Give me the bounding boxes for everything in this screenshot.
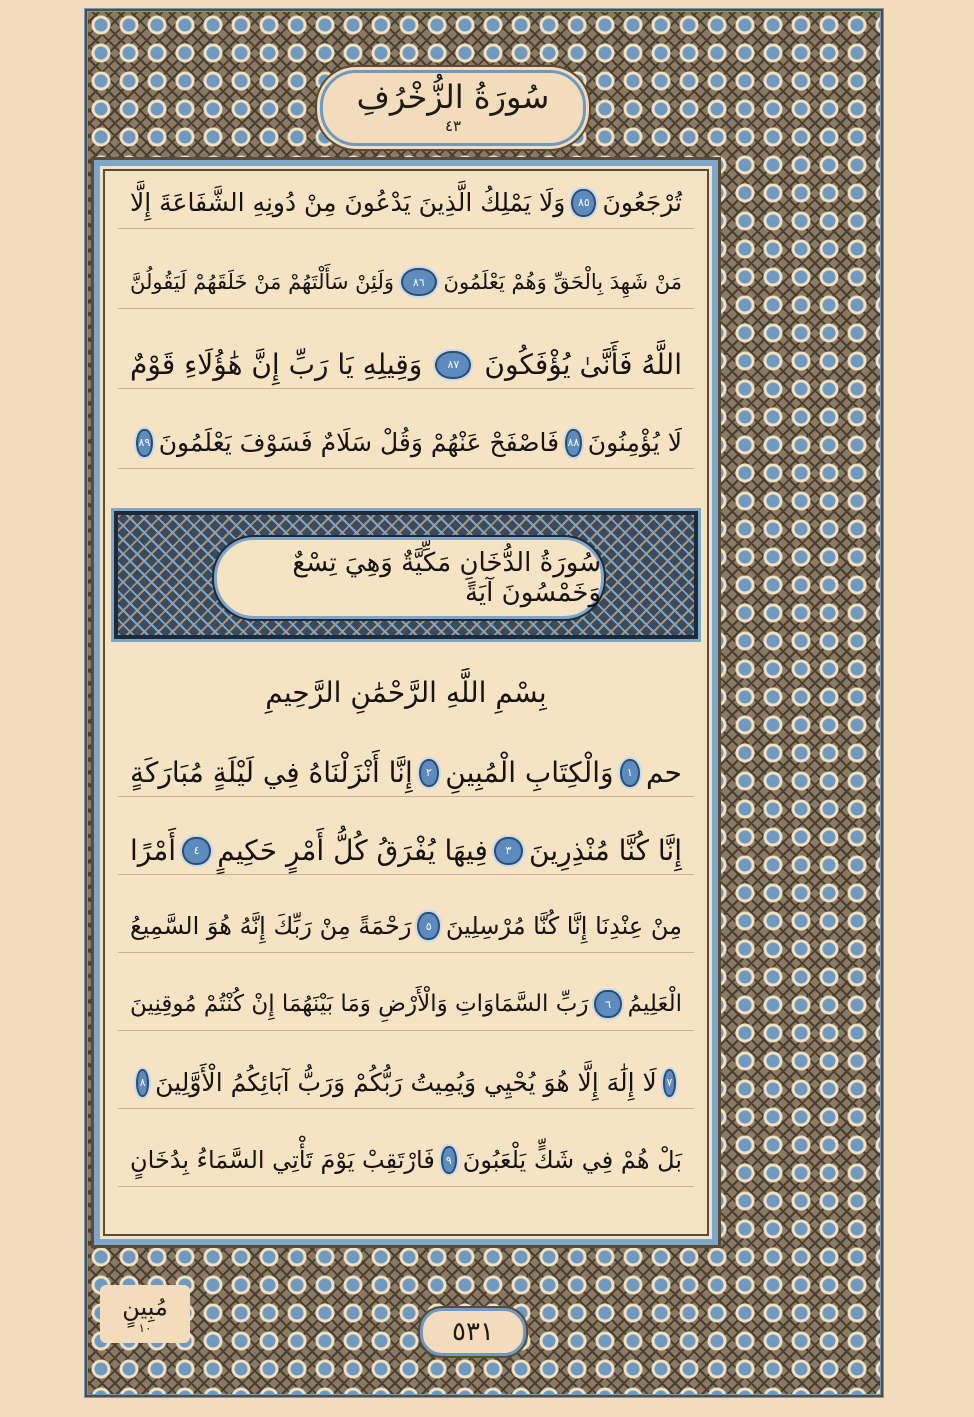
verse-text: رَبِّ السَّمَاوَاتِ وَالْأَرْضِ وَمَا بَيْنَهُمَا إِنْ كُنْتُمْ مُوقِنِينَ [130,991,589,1017]
verse-text: الْعَلِيمُ [627,991,682,1017]
ayah-marker: ٧ [663,1069,676,1097]
text-frame [94,160,718,1245]
catchword-box [100,1285,190,1343]
line-rule [118,388,694,389]
verse-text: لَا إِلَٰهَ إِلَّا هُوَ يُحْيِي وَيُمِيتُ رَبُّكُمْ وَرَبُّ آبَائِكُمُ الْأَوَّلِينَ [155,1068,657,1097]
ayah-marker: ٨٩ [136,429,153,457]
ayah-marker: ٨٥ [571,189,596,217]
ayah-marker: ٨ [136,1069,149,1097]
page-number: ٥٣١ [452,1317,494,1347]
line-rule [118,1186,694,1187]
verse-text: فَارْتَقِبْ يَوْمَ تَأْتِي السَّمَاءُ بِدُخَانٍ [130,1146,435,1174]
surah-banner [114,511,698,639]
verse-line [130,756,682,789]
line-rule [118,796,694,797]
line-rule [118,874,694,875]
verse-text: فَاصْفَحْ عَنْهُمْ وَقُلْ سَلَامٌ فَسَوْفَ يَعْلَمُونَ [158,428,560,457]
ayah-marker: ٩ [441,1146,457,1174]
line-rule [118,1030,694,1031]
verse-line [130,990,682,1018]
verse-line [130,834,682,867]
line-rule [118,1108,694,1109]
verse-text: مِنْ عِنْدِنَا إِنَّا كُنَّا مُرْسِلِينَ [445,912,682,940]
catchword: مُبِينٍ [122,1293,168,1321]
surah-banner-title: سُورَةُ الدُّخَانِ مَكِّيَّةٌ وَهِيَ تِسْعٌ وَخَمْسُونَ آيَةً [292,548,601,608]
verse-text: إِنَّا كُنَّا مُنْذِرِينَ [529,834,682,867]
verse-line [130,268,682,296]
catchword-ref: ١٠ [138,1321,152,1335]
verse-line [130,912,682,940]
line-rule [118,952,694,953]
verse-line [130,428,682,457]
verse-line [130,188,682,217]
verse-text: لَا يُؤْمِنُونَ [587,428,682,457]
verse-text: وَلَئِنْ سَأَلْتَهُمْ مَنْ خَلَقَهُمْ لَيَقُولُنَّ [130,270,395,294]
verse-text: فِيهَا يُفْرَقُ كُلُّ أَمْرٍ حَكِيمٍ [217,834,488,867]
footer-cartouche [420,1308,526,1356]
surah-banner-cartouche [214,537,604,619]
verse-text: اللَّهُ فَأَنَّىٰ يُؤْفَكُونَ [484,348,682,381]
verse-text: تُرْجَعُونَ [602,188,682,217]
ayah-marker: ٨٨ [565,429,582,457]
verse-text: بَلْ هُمْ فِي شَكٍّ يَلْعَبُونَ [462,1146,682,1174]
verse-text: مَنْ شَهِدَ بِالْحَقِّ وَهُمْ يَعْلَمُونَ [443,270,682,294]
line-rule [118,228,694,229]
ayah-marker: ٥ [417,912,439,940]
header-surah-title: سُورَةُ الزُّخْرُفِ [356,78,550,116]
ayah-marker: ٦ [594,990,621,1018]
verse-line [130,1068,682,1097]
verse-text: رَحْمَةً مِنْ رَبِّكَ إِنَّهُ هُوَ السَّمِيعُ [130,912,412,940]
verse-text: وَلَا يَمْلِكُ الَّذِينَ يَدْعُونَ مِنْ دُونِهِ الشَّفَاعَةَ إِلَّا [130,188,566,217]
verse-line [130,348,682,381]
verse-text: أَمْرًا [130,834,177,867]
verse-text: وَقِيلِهِ يَا رَبِّ إِنَّ هَٰؤُلَاءِ قَوْمٌ [130,348,423,381]
ayah-marker: ١ [620,759,641,787]
basmala [130,676,682,709]
header-surah-number: ٤٣ [444,117,462,135]
ayah-marker: ٢ [419,759,440,787]
verse-text: حم [646,756,682,789]
verse-text: إِنَّا أَنْزَلْنَاهُ فِي لَيْلَةٍ مُبَارَكَةٍ [130,756,413,789]
basmala-text: بِسْمِ اللَّهِ الرَّحْمَٰنِ الرَّحِيمِ [265,676,547,709]
verse-line [130,1146,682,1174]
header-cartouche [320,70,586,146]
line-rule [118,308,694,309]
ayah-marker: ٤ [182,837,211,865]
verse-text: وَالْكِتَابِ الْمُبِينِ [445,756,614,789]
ayah-marker: ٨٧ [435,351,471,379]
line-rule [118,468,694,469]
ayah-marker: ٨٦ [401,268,437,296]
ayah-marker: ٣ [494,837,523,865]
